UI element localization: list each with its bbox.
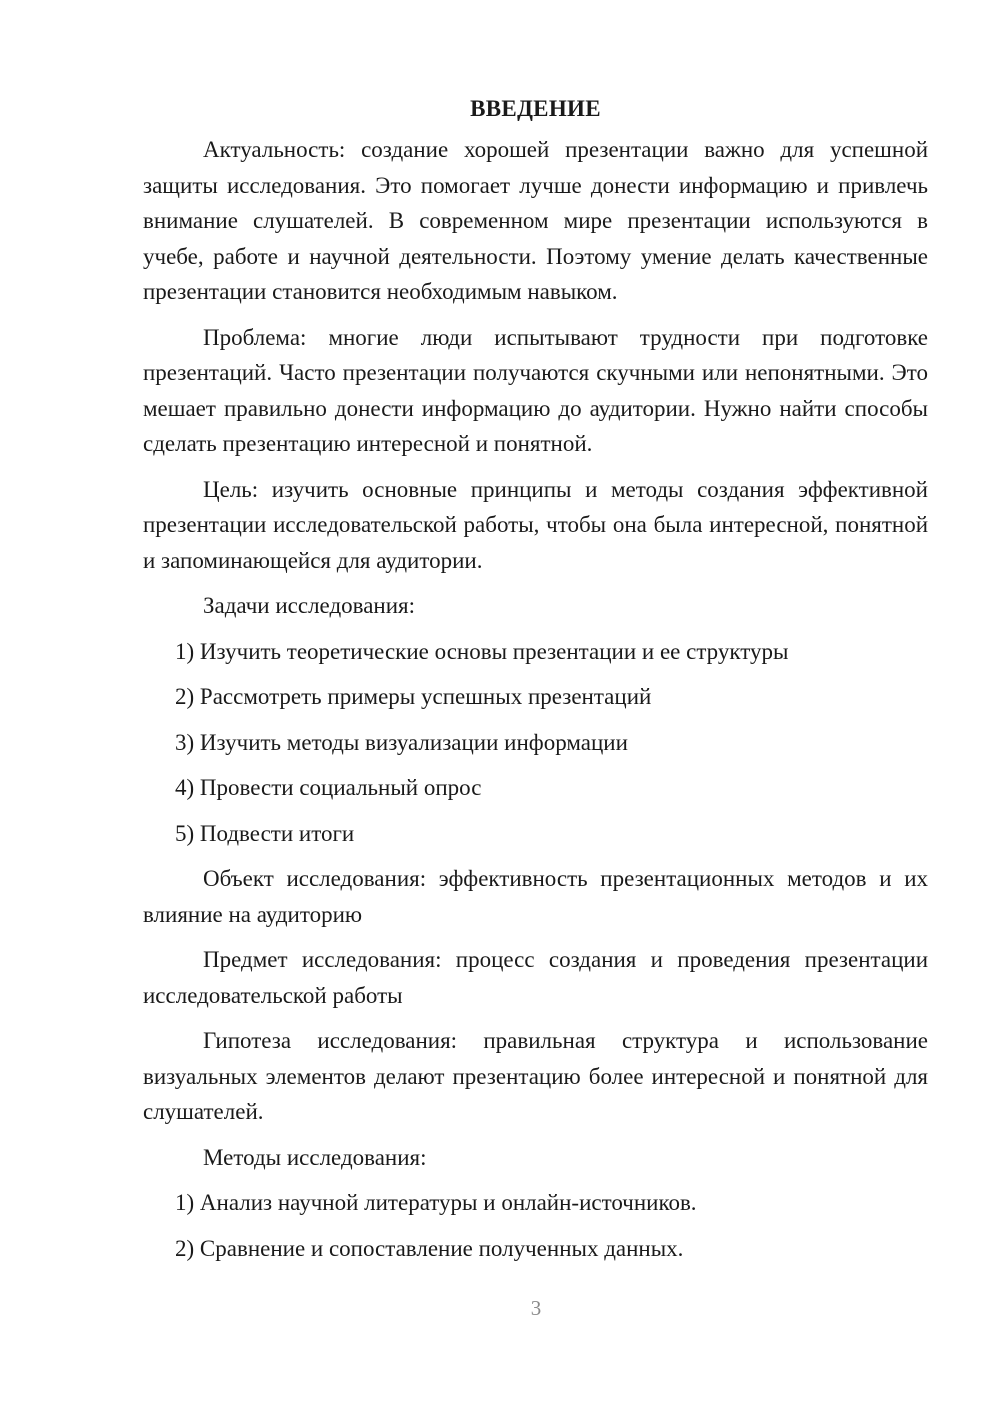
- page-number: 3: [530, 1296, 542, 1320]
- document-page: [143, 92, 928, 1266]
- method-item: 2) Сравнение и сопоставление полученных данных.: [175, 1235, 684, 1261]
- paragraph-hypothesis: Гипотеза исследования: правильная структура и использование визуальных элементов делают презентацию более интересной и понятной для слушателей.: [143, 1028, 928, 1124]
- task-item: 3) Изучить методы визуализации информации: [175, 729, 628, 755]
- paragraph-subject: Предмет исследования: процесс создания и проведения презентации исследовательской работы: [143, 947, 928, 1008]
- paragraph-object: Объект исследования: эффективность презентационных методов и их влияние на аудиторию: [143, 866, 928, 927]
- paragraph-problem: Проблема: многие люди испытывают трудности при подготовке презентаций. Часто презентации получаются скучными или непонятными. Это мешает правильно донести информацию до аудитории. Нужно найти способы сделать презентацию интересной и понятной.: [143, 324, 928, 456]
- paragraph-goal: Цель: изучить основные принципы и методы создания эффективной презентации исследовательской работы, чтобы она была интересной, понятной и запоминающейся для аудитории.: [143, 476, 928, 573]
- task-item: 2) Рассмотреть примеры успешных презентаций: [175, 684, 652, 709]
- paragraph-relevance: Актуальность: создание хорошей презентации важно для успешной защиты исследования. Это помогает лучше донести информацию и привлечь внимание слушателей. В современном мире презентации используются в учебе, работе и научной деятельности. Поэтому умение делать качественные презентации становится необходимым навыком.: [143, 137, 928, 304]
- task-item: 1) Изучить теоретические основы презентации и ее структуры: [175, 638, 789, 664]
- task-item: 4) Провести социальный опрос: [175, 775, 482, 800]
- methods-heading: Методы исследования:: [203, 1144, 427, 1170]
- section-title: ВВЕДЕНИЕ: [470, 96, 601, 121]
- method-item: 1) Анализ научной литературы и онлайн-источников.: [175, 1190, 697, 1215]
- task-item: 5) Подвести итоги: [175, 820, 355, 846]
- tasks-heading: Задачи исследования:: [203, 593, 416, 618]
